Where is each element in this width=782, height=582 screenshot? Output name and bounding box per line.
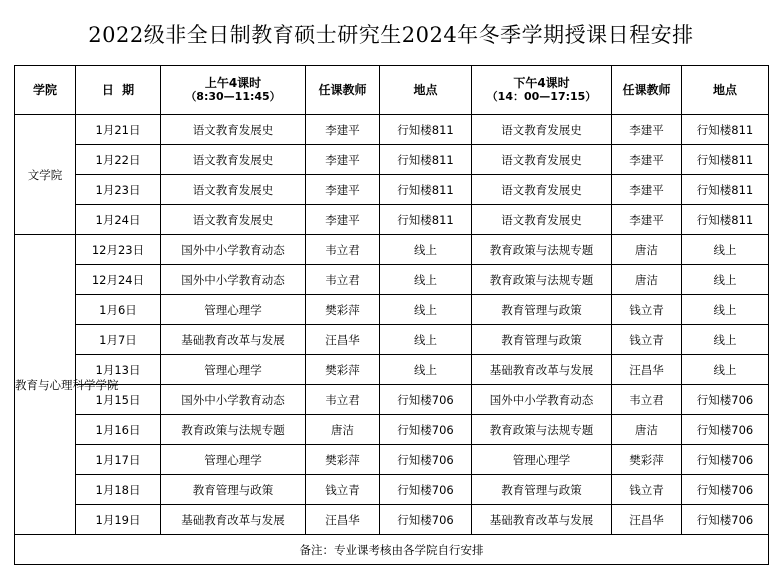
note-row — [15, 535, 769, 565]
am-teacher-cell: 李建平 — [306, 205, 380, 235]
am-location-cell: 行知楼811 — [380, 115, 472, 145]
am-location-cell: 行知楼706 — [380, 505, 472, 535]
pm-course-cell: 语文教育发展史 — [472, 115, 612, 145]
am-location-cell: 行知楼706 — [380, 415, 472, 445]
pm-location-cell: 行知楼706 — [682, 385, 769, 415]
am-course-cell: 语文教育发展史 — [161, 145, 306, 175]
pm-location-cell: 线上 — [682, 265, 769, 295]
pm-teacher-cell: 樊彩萍 — [612, 445, 682, 475]
date-cell: 1月22日 — [76, 145, 161, 175]
header-teacher-am: 任课教师 — [306, 66, 380, 115]
table-row — [15, 415, 769, 445]
date-cell: 1月17日 — [76, 445, 161, 475]
table-row — [15, 115, 769, 145]
am-location-cell: 行知楼706 — [380, 475, 472, 505]
pm-course-cell: 管理心理学 — [472, 445, 612, 475]
pm-teacher-cell: 钱立青 — [612, 325, 682, 355]
am-location-cell: 行知楼706 — [380, 445, 472, 475]
am-teacher-cell: 唐洁 — [306, 415, 380, 445]
am-teacher-cell: 汪昌华 — [306, 505, 380, 535]
pm-location-cell: 线上 — [682, 355, 769, 385]
am-location-cell: 行知楼706 — [380, 385, 472, 415]
am-course-cell: 教育政策与法规专题 — [161, 415, 306, 445]
pm-location-cell: 行知楼811 — [682, 145, 769, 175]
table-row — [15, 505, 769, 535]
am-course-cell: 语文教育发展史 — [161, 205, 306, 235]
am-course-cell: 国外中小学教育动态 — [161, 265, 306, 295]
am-location-cell: 线上 — [380, 295, 472, 325]
header-afternoon-label: 下午4课时 — [513, 76, 570, 90]
header-teacher-pm: 任课教师 — [612, 66, 682, 115]
header-location-am: 地点 — [380, 66, 472, 115]
table-row — [15, 475, 769, 505]
header-morning-time: （8:30—11:45） — [185, 90, 281, 103]
pm-location-cell: 线上 — [682, 325, 769, 355]
pm-location-cell: 行知楼811 — [682, 205, 769, 235]
am-teacher-cell: 韦立君 — [306, 265, 380, 295]
header-morning-label: 上午4课时 — [204, 76, 262, 90]
schedule-table — [14, 65, 769, 565]
date-cell: 1月18日 — [76, 475, 161, 505]
am-location-cell: 行知楼811 — [380, 175, 472, 205]
am-teacher-cell: 樊彩萍 — [306, 445, 380, 475]
am-teacher-cell: 韦立君 — [306, 385, 380, 415]
am-location-cell: 行知楼811 — [380, 145, 472, 175]
am-location-cell: 行知楼811 — [380, 205, 472, 235]
table-row — [15, 355, 769, 385]
pm-location-cell: 行知楼811 — [682, 115, 769, 145]
header-row — [15, 66, 769, 115]
am-course-cell: 教育管理与政策 — [161, 475, 306, 505]
header-morning — [161, 66, 306, 115]
am-teacher-cell: 李建平 — [306, 115, 380, 145]
college-cell: 教育与心理科学学院 — [15, 235, 76, 535]
pm-course-cell: 教育政策与法规专题 — [472, 235, 612, 265]
pm-teacher-cell: 李建平 — [612, 175, 682, 205]
pm-course-cell: 国外中小学教育动态 — [472, 385, 612, 415]
pm-location-cell: 线上 — [682, 295, 769, 325]
date-cell: 1月21日 — [76, 115, 161, 145]
pm-location-cell: 行知楼706 — [682, 445, 769, 475]
pm-location-cell: 行知楼811 — [682, 175, 769, 205]
am-course-cell: 基础教育改革与发展 — [161, 325, 306, 355]
am-course-cell: 管理心理学 — [161, 445, 306, 475]
am-teacher-cell: 樊彩萍 — [306, 355, 380, 385]
pm-course-cell: 教育管理与政策 — [472, 295, 612, 325]
table-row — [15, 205, 769, 235]
pm-course-cell: 教育管理与政策 — [472, 325, 612, 355]
date-cell: 1月23日 — [76, 175, 161, 205]
pm-location-cell: 行知楼706 — [682, 475, 769, 505]
am-teacher-cell: 汪昌华 — [306, 325, 380, 355]
am-teacher-cell: 李建平 — [306, 175, 380, 205]
pm-teacher-cell: 李建平 — [612, 115, 682, 145]
pm-teacher-cell: 李建平 — [612, 205, 682, 235]
table-row — [15, 235, 769, 265]
header-location-pm: 地点 — [682, 66, 769, 115]
am-teacher-cell: 樊彩萍 — [306, 295, 380, 325]
pm-teacher-cell: 唐洁 — [612, 415, 682, 445]
header-afternoon — [472, 66, 612, 115]
am-course-cell: 基础教育改革与发展 — [161, 505, 306, 535]
am-location-cell: 线上 — [380, 325, 472, 355]
pm-course-cell: 语文教育发展史 — [472, 175, 612, 205]
am-course-cell: 语文教育发展史 — [161, 115, 306, 145]
table-row — [15, 445, 769, 475]
table-row — [15, 145, 769, 175]
am-teacher-cell: 李建平 — [306, 145, 380, 175]
date-cell: 1月19日 — [76, 505, 161, 535]
date-cell: 1月6日 — [76, 295, 161, 325]
am-teacher-cell: 钱立青 — [306, 475, 380, 505]
pm-location-cell: 行知楼706 — [682, 415, 769, 445]
pm-location-cell: 线上 — [682, 235, 769, 265]
pm-teacher-cell: 汪昌华 — [612, 355, 682, 385]
pm-course-cell: 基础教育改革与发展 — [472, 355, 612, 385]
page-title: 2022级非全日制教育硕士研究生2024年冬季学期授课日程安排 — [88, 23, 694, 47]
am-course-cell: 国外中小学教育动态 — [161, 235, 306, 265]
date-cell: 1月15日 — [76, 385, 161, 415]
date-cell: 1月16日 — [76, 415, 161, 445]
pm-teacher-cell: 汪昌华 — [612, 505, 682, 535]
date-cell: 1月13日 — [76, 355, 161, 385]
am-location-cell: 线上 — [380, 265, 472, 295]
pm-teacher-cell: 李建平 — [612, 145, 682, 175]
am-course-cell: 语文教育发展史 — [161, 175, 306, 205]
am-course-cell: 国外中小学教育动态 — [161, 385, 306, 415]
pm-course-cell: 教育管理与政策 — [472, 475, 612, 505]
college-cell: 文学院 — [15, 115, 76, 235]
header-college: 学院 — [15, 66, 76, 115]
pm-course-cell: 教育政策与法规专题 — [472, 415, 612, 445]
table-row — [15, 325, 769, 355]
table-row — [15, 295, 769, 325]
pm-location-cell: 行知楼706 — [682, 505, 769, 535]
pm-teacher-cell: 唐洁 — [612, 235, 682, 265]
am-location-cell: 线上 — [380, 355, 472, 385]
am-course-cell: 管理心理学 — [161, 355, 306, 385]
note-text: 备注：专业课考核由各学院自行安排 — [15, 535, 769, 565]
am-course-cell: 管理心理学 — [161, 295, 306, 325]
date-cell: 12月24日 — [76, 265, 161, 295]
pm-teacher-cell: 钱立青 — [612, 475, 682, 505]
table-row — [15, 385, 769, 415]
am-location-cell: 线上 — [380, 235, 472, 265]
table-row — [15, 265, 769, 295]
pm-teacher-cell: 钱立青 — [612, 295, 682, 325]
table-row — [15, 175, 769, 205]
pm-teacher-cell: 韦立君 — [612, 385, 682, 415]
am-teacher-cell: 韦立君 — [306, 235, 380, 265]
pm-course-cell: 语文教育发展史 — [472, 205, 612, 235]
schedule-body — [15, 115, 769, 535]
pm-course-cell: 基础教育改革与发展 — [472, 505, 612, 535]
date-cell: 12月23日 — [76, 235, 161, 265]
date-cell: 1月7日 — [76, 325, 161, 355]
pm-teacher-cell: 唐洁 — [612, 265, 682, 295]
pm-course-cell: 语文教育发展史 — [472, 145, 612, 175]
pm-course-cell: 教育政策与法规专题 — [472, 265, 612, 295]
header-date: 日 期 — [76, 66, 161, 115]
header-afternoon-time: （14：00—17:15） — [486, 90, 597, 103]
date-cell: 1月24日 — [76, 205, 161, 235]
